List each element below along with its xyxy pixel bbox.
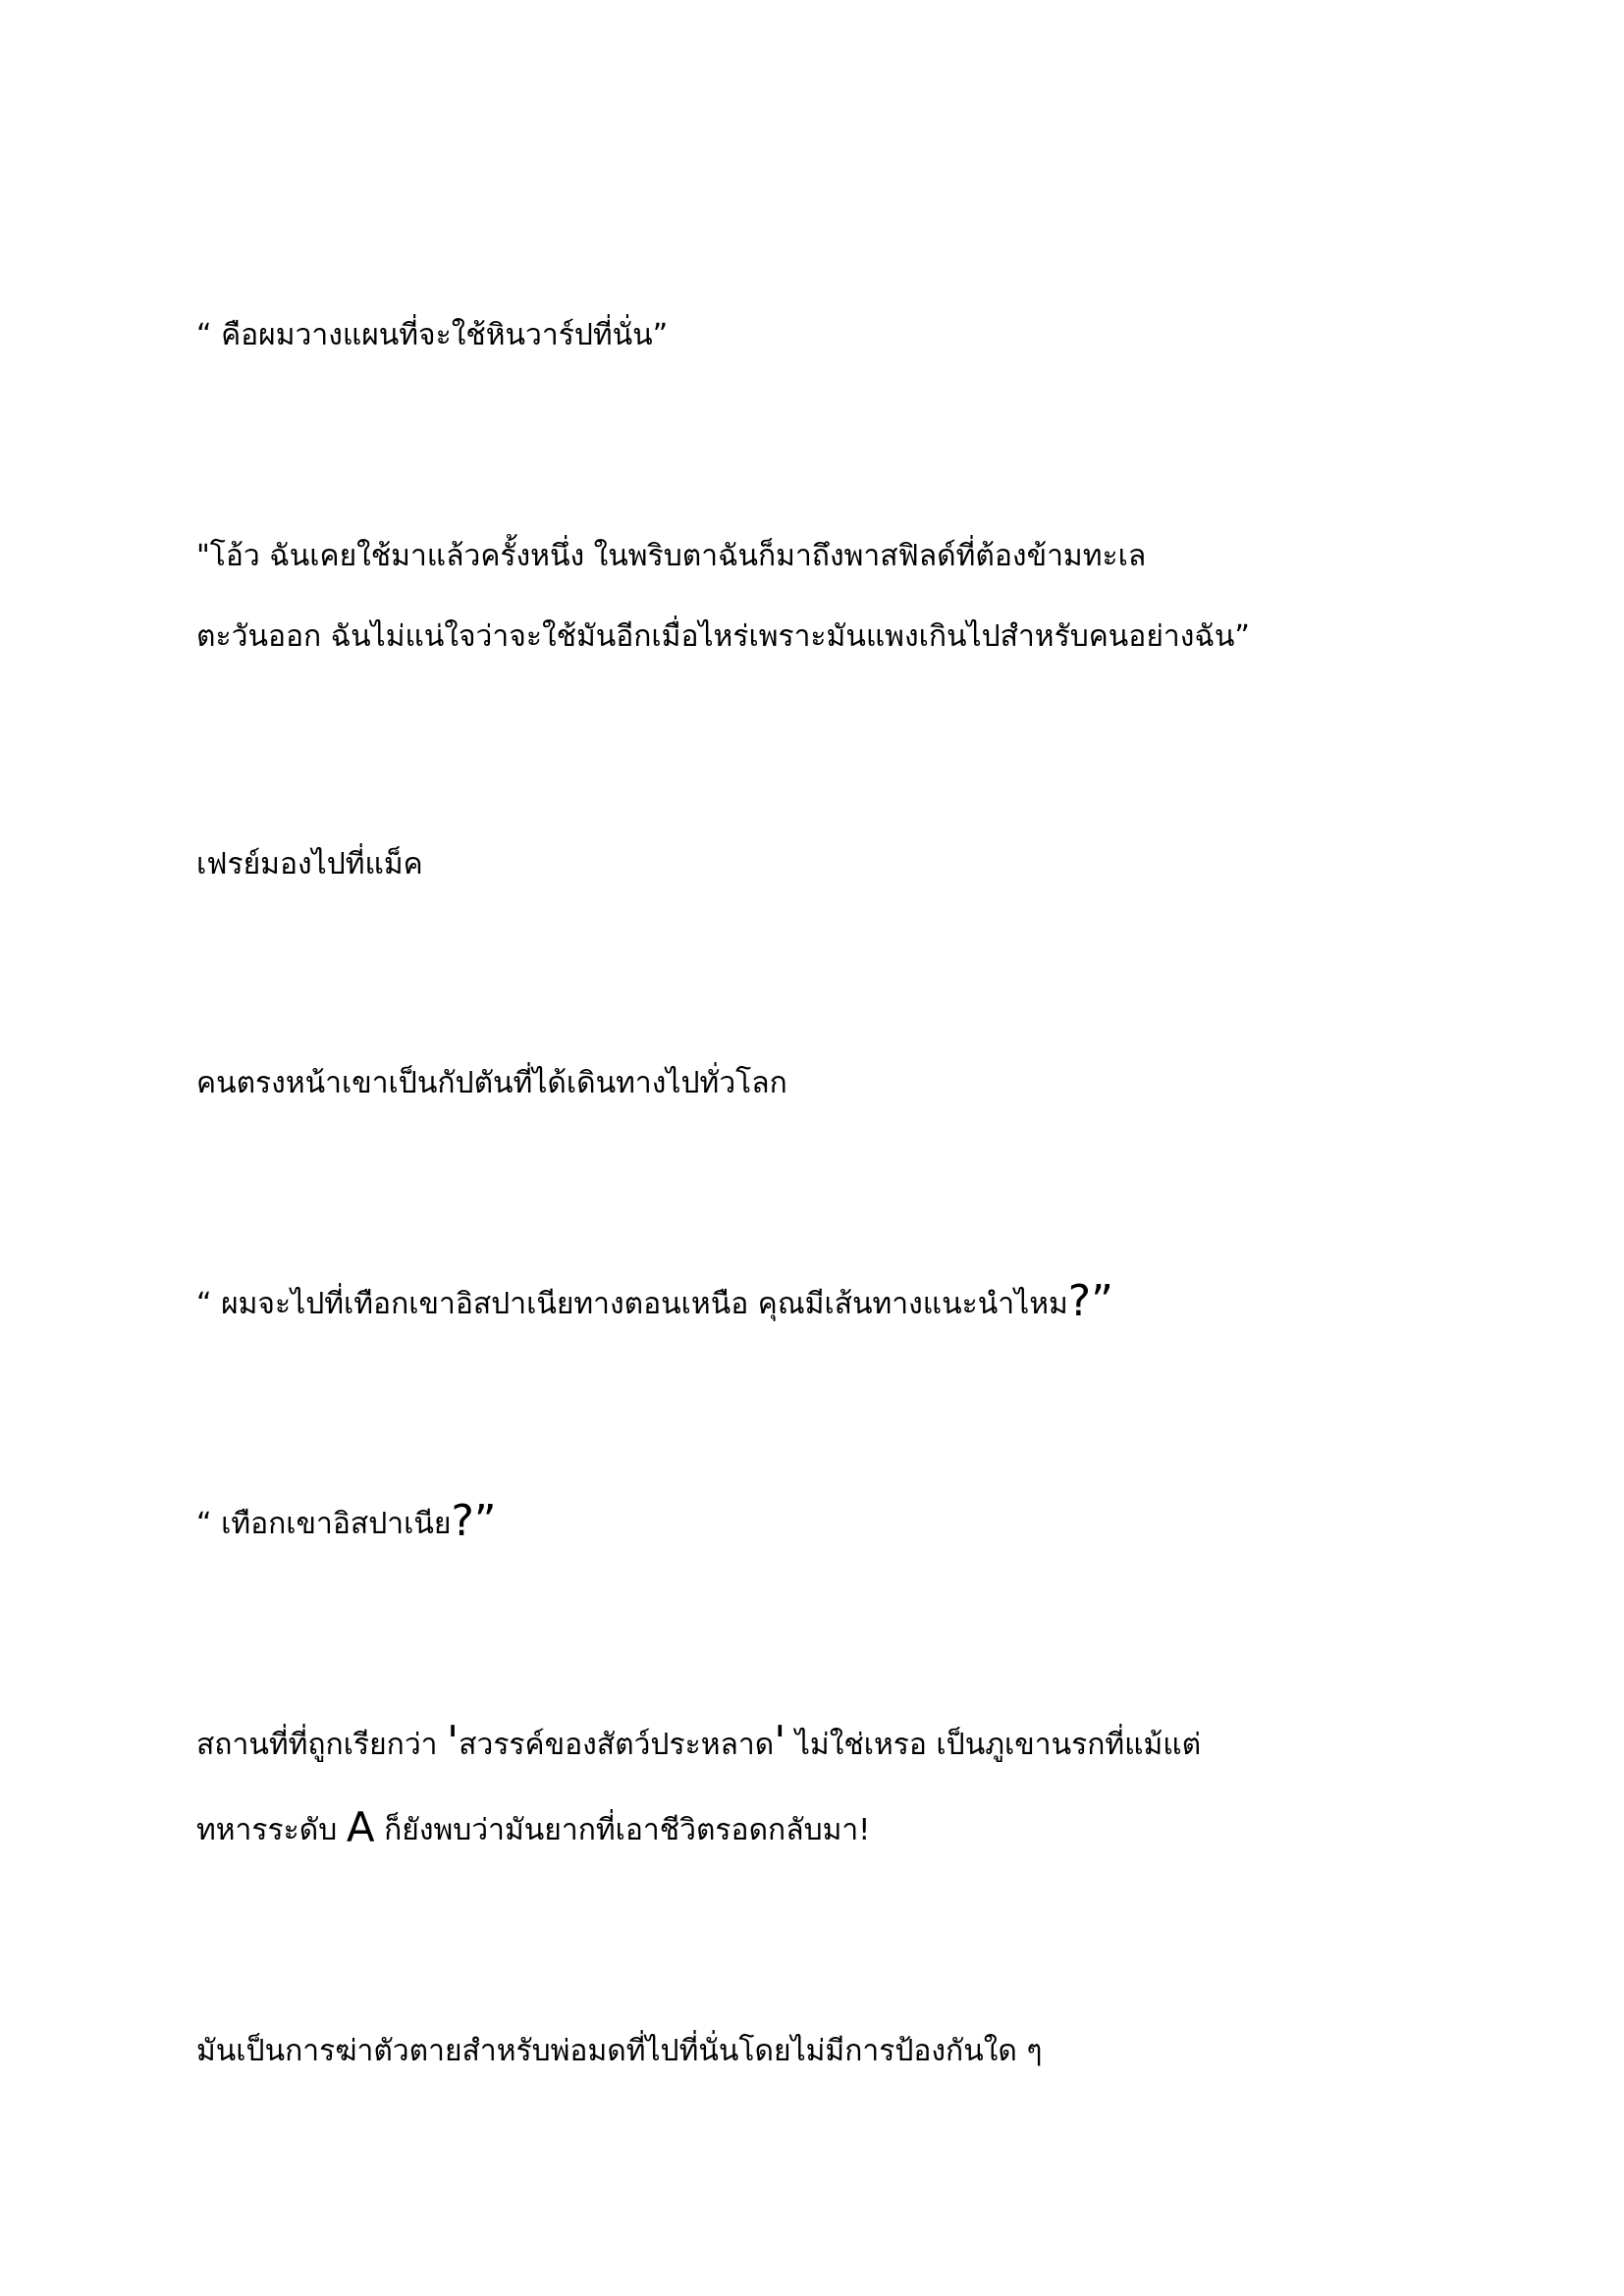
paragraph-text: “ เทือกเขาอิสปาเนีย [196, 1507, 452, 1541]
paragraph-line [196, 1803, 1492, 1851]
paragraph-7 [196, 1717, 1492, 1851]
text-run: ไม่ใช่เหรอ เป็นภูเขานรกที่แม้แต่ [785, 1728, 1202, 1762]
paragraph-6 [196, 1496, 1492, 1546]
paragraph-line: ตะวันออก ฉันไม่แน่ใจว่าจะใช้มันอีกเมื่อไหร่เพราะมันแพงเกินไปสำหรับคนอย่างฉัน” [196, 619, 1250, 654]
text-run: ก็ยังพบว่ามันยากที่เอาชีวิตรอดกลับมา! [374, 1813, 871, 1847]
question-quote-mark: ?” [451, 1496, 497, 1546]
text-run: สวรรค์ของสัตว์ประหลาด [459, 1728, 775, 1762]
paragraph-text: มันเป็นการฆ่าตัวตายสำหรับพ่อมดที่ไปที่นั่นโดยไม่มีการป้องกันใด ๆ [196, 2034, 1043, 2068]
paragraph-line: "โอ้ว ฉันเคยใช้มาแล้วครั้งหนึ่ง ในพริบตาฉันก็มาถึงพาสฟิลด์ที่ต้องข้ามทะเล [196, 539, 1147, 573]
paragraph-text: เฟรย์มองไปที่แม็ค [196, 847, 423, 881]
paragraph-text: “ คือผมวางแผนที่จะใช้หินวาร์ปที่นั่น” [196, 318, 669, 352]
paragraph-2 [196, 537, 1492, 657]
question-quote-mark: ?” [1067, 1276, 1113, 1326]
paragraph-text: “ ผมจะไปที่เทือกเขาอิสปาเนียทางตอนเหนือ คุณมีเส้นทางแนะนำไหม [196, 1287, 1068, 1321]
paragraph-3 [196, 845, 1492, 884]
quote-mark: ' [447, 1717, 460, 1767]
text-run: ทหารระดับ [196, 1813, 347, 1847]
paragraph-8 [196, 2032, 1492, 2071]
paragraph-text: คนตรงหน้าเขาเป็นกัปตันที่ได้เดินทางไปทั่วโลก [196, 1066, 787, 1100]
paragraph-4 [196, 1064, 1492, 1103]
quote-mark: ' [774, 1717, 786, 1767]
text-run: สถานที่ที่ถูกเรียกว่า [196, 1728, 448, 1762]
paragraph-5 [196, 1276, 1492, 1326]
paragraph-line [196, 1717, 1492, 1767]
rank-letter: A [346, 1803, 375, 1851]
paragraph-1 [196, 316, 1492, 355]
